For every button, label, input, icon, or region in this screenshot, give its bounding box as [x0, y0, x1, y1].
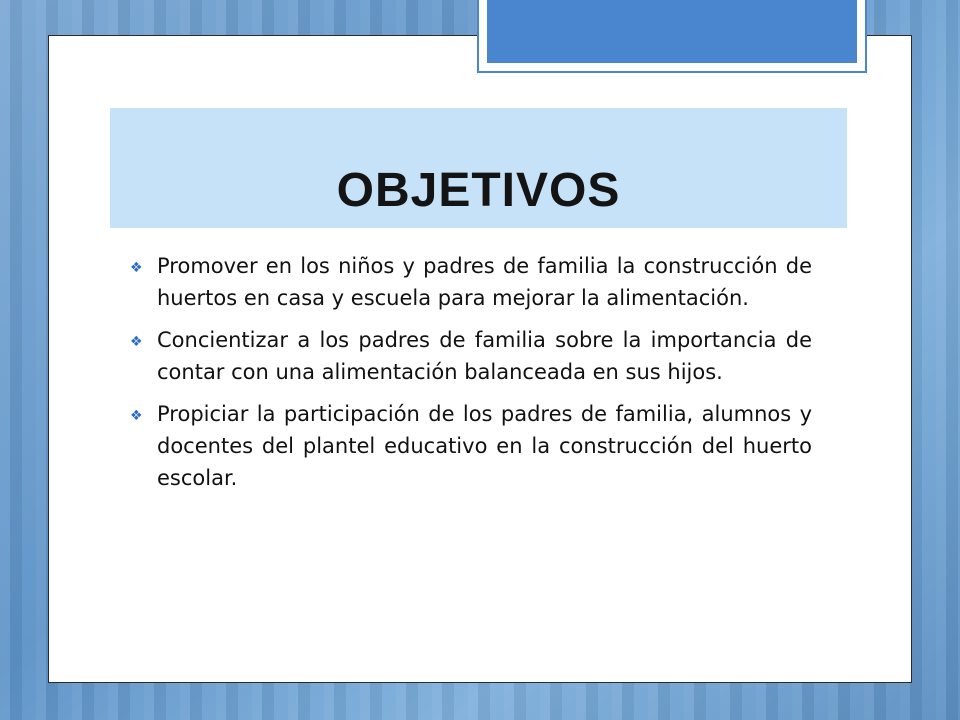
diamond-bullet-icon: ❖ — [130, 334, 143, 350]
bullet-list — [130, 250, 812, 504]
bullet-item — [130, 324, 812, 388]
title-band — [110, 108, 847, 228]
diamond-bullet-icon: ❖ — [130, 260, 143, 276]
slide-title: OBJETIVOS — [336, 164, 621, 217]
accent-block — [487, 0, 857, 63]
bullet-item — [130, 250, 812, 314]
bullet-text: Promover en los niños y padres de familia la construcción de huertos en casa y escuela para mejorar la alimentación. — [157, 254, 812, 310]
bullet-item — [130, 398, 812, 494]
diamond-bullet-icon: ❖ — [130, 408, 143, 424]
bullet-text: Propiciar la participación de los padres de familia, alumnos y docentes del plantel educativo en la construcción del huerto escolar. — [157, 402, 812, 490]
bullet-text: Concientizar a los padres de familia sobre la importancia de contar con una alimentación balanceada en sus hijos. — [157, 328, 812, 384]
